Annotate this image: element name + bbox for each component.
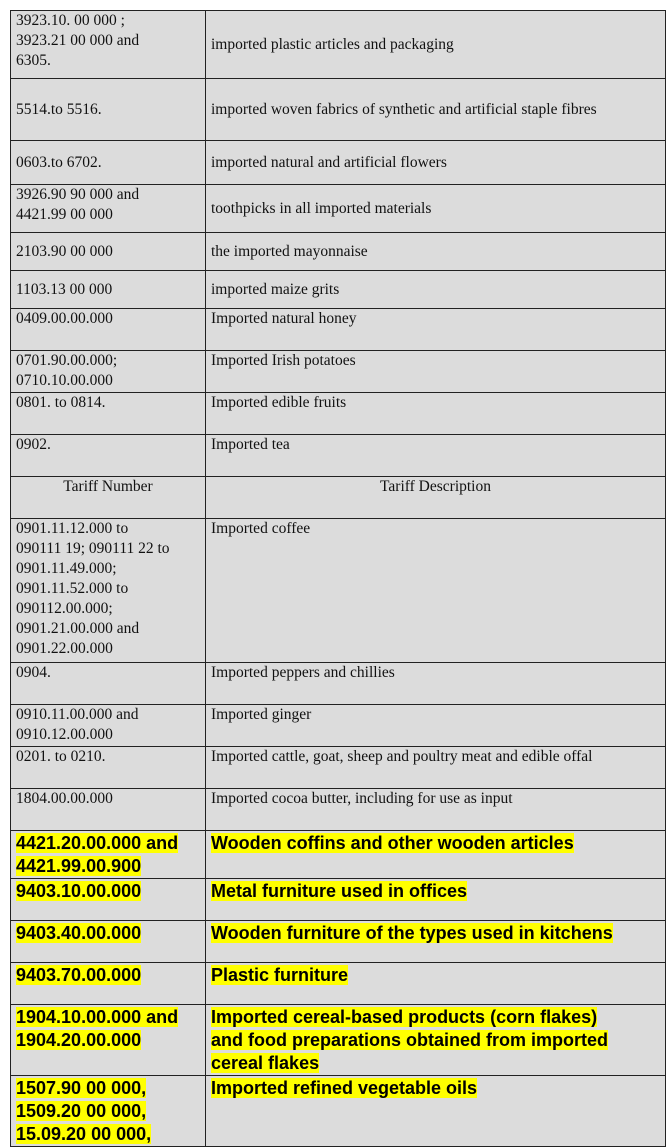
- tariff-description-cell: [206, 393, 666, 435]
- tariff-number: 1103.13 00 000: [16, 280, 113, 298]
- tariff-description-cell: [206, 963, 666, 1005]
- tariff-number: 0603.to 6702.: [16, 153, 102, 171]
- table-row: [11, 141, 666, 185]
- tariff-number: 9403.70.00.000: [16, 965, 142, 985]
- tariff-description-cell: [206, 271, 666, 309]
- tariff-description: imported natural and artificial flowers: [211, 153, 447, 171]
- tariff-number-cell: [11, 79, 206, 141]
- tariff-number-cell: [11, 351, 206, 393]
- tariff-number: 0910.11.00.000 and 0910.12.00.000: [16, 706, 139, 743]
- tariff-description: toothpicks in all imported materials: [211, 199, 432, 217]
- tariff-description-cell: [206, 351, 666, 393]
- tariff-description-cell: [206, 519, 666, 663]
- tariff-number-cell: [11, 185, 206, 233]
- tariff-description: imported plastic articles and packaging: [211, 35, 454, 53]
- tariff-number-cell: [11, 519, 206, 663]
- tariff-number-cell: [11, 141, 206, 185]
- tariff-description-cell: [206, 921, 666, 963]
- tariff-number: 5514.to 5516.: [16, 100, 102, 118]
- tariff-description: Imported ginger: [211, 706, 312, 723]
- tariff-number-cell: [11, 1076, 206, 1147]
- tariff-number: 0901.11.12.000 to 090111 19; 090111 22 to 0901.11.49.000; 0901.11.52.000 to 090112.00.000; 0901.21.00.000 and 0901.22.00.000: [16, 520, 170, 657]
- tariff-number-cell: [11, 879, 206, 921]
- tariff-number: 0801. to 0814.: [16, 394, 106, 411]
- table-row: [11, 233, 666, 271]
- column-header-label: Tariff Description: [380, 478, 491, 495]
- tariff-description-cell: [206, 141, 666, 185]
- tariff-number-cell: [11, 789, 206, 831]
- tariff-description: Imported coffee: [211, 520, 311, 537]
- table-row: [11, 435, 666, 477]
- tariff-description-cell: [206, 309, 666, 351]
- tariff-description: Imported cattle, goat, sheep and poultry meat and edible offal: [211, 748, 593, 765]
- tariff-description: Imported natural honey: [211, 310, 357, 327]
- tariff-number-cell: [11, 831, 206, 879]
- column-header-tariff-number: [11, 477, 206, 519]
- tariff-number: 3926.90 90 000 and 4421.99 00 000: [16, 186, 140, 223]
- tariff-number-cell: [11, 663, 206, 705]
- tariff-number: 0902.: [16, 436, 51, 453]
- table-row: [11, 351, 666, 393]
- table-row: [11, 11, 666, 79]
- tariff-number-cell: [11, 963, 206, 1005]
- tariff-description-cell: [206, 79, 666, 141]
- tariff-number: 0701.90.00.000; 0710.10.00.000: [16, 352, 118, 389]
- tariff-description: Imported cocoa butter, including for use as input: [211, 790, 513, 807]
- tariff-number-cell: [11, 271, 206, 309]
- table-row: [11, 79, 666, 141]
- tariff-description: Imported edible fruits: [211, 394, 347, 411]
- tariff-number: 0904.: [16, 664, 51, 681]
- tariff-description: Imported peppers and chillies: [211, 664, 395, 681]
- tariff-number-cell: [11, 309, 206, 351]
- tariff-description-cell: [206, 185, 666, 233]
- tariff-number: 9403.40.00.000: [16, 923, 142, 943]
- tariff-description-cell: [206, 831, 666, 879]
- tariff-number: 0409.00.00.000: [16, 310, 113, 327]
- table-row: [11, 789, 666, 831]
- tariff-table: [10, 10, 666, 1147]
- table-row: [11, 663, 666, 705]
- table-row-highlighted: [11, 921, 666, 963]
- tariff-number-cell: [11, 435, 206, 477]
- tariff-number: 1804.00.00.000: [16, 790, 113, 807]
- tariff-description: Wooden furniture of the types used in kitchens: [211, 923, 613, 943]
- tariff-description-cell: [206, 789, 666, 831]
- table-header-row: [11, 477, 666, 519]
- table-row-highlighted: [11, 1076, 666, 1147]
- tariff-number: 1904.10.00.000 and 1904.20.00.000: [16, 1007, 179, 1050]
- tariff-number: 0201. to 0210.: [16, 748, 106, 765]
- table-row-highlighted: [11, 963, 666, 1005]
- tariff-description-cell: [206, 879, 666, 921]
- tariff-description: Wooden coffins and other wooden articles: [211, 833, 574, 853]
- tariff-number: 3923.10. 00 000 ; 3923.21 00 000 and 6305.: [16, 12, 140, 69]
- column-header-label: Tariff Number: [63, 478, 153, 495]
- tariff-description-cell: [206, 1076, 666, 1147]
- table-row-highlighted: [11, 879, 666, 921]
- table-row-highlighted: [11, 831, 666, 879]
- tariff-description: Plastic furniture: [211, 965, 349, 985]
- tariff-description: imported woven fabrics of synthetic and artificial staple fibres: [211, 100, 597, 118]
- tariff-number-cell: [11, 1005, 206, 1076]
- table-row: [11, 271, 666, 309]
- tariff-number-cell: [11, 921, 206, 963]
- tariff-description-cell: [206, 747, 666, 789]
- tariff-description-cell: [206, 1005, 666, 1076]
- tariff-description-cell: [206, 705, 666, 747]
- table-row: [11, 705, 666, 747]
- tariff-description: Imported refined vegetable oils: [211, 1078, 478, 1098]
- tariff-description: imported maize grits: [211, 280, 340, 298]
- tariff-description: Imported Irish potatoes: [211, 352, 356, 369]
- table-row-highlighted: [11, 1005, 666, 1076]
- table-row: [11, 393, 666, 435]
- table-row: [11, 185, 666, 233]
- tariff-description-cell: [206, 435, 666, 477]
- tariff-number: 2103.90 00 000: [16, 242, 113, 260]
- tariff-number-cell: [11, 233, 206, 271]
- column-header-tariff-description: [206, 477, 666, 519]
- tariff-description-cell: [206, 233, 666, 271]
- table-row: [11, 747, 666, 789]
- tariff-number-cell: [11, 747, 206, 789]
- tariff-number: 9403.10.00.000: [16, 881, 142, 901]
- tariff-description: Imported cereal-based products (corn flakes) and food preparations obtained from imported cereal flakes: [211, 1007, 609, 1073]
- tariff-description: the imported mayonnaise: [211, 242, 368, 260]
- tariff-description-cell: [206, 663, 666, 705]
- tariff-number-cell: [11, 393, 206, 435]
- table-row: [11, 519, 666, 663]
- tariff-number: 4421.20.00.000 and 4421.99.00.900: [16, 833, 179, 876]
- tariff-description: Imported tea: [211, 436, 290, 453]
- table-row: [11, 309, 666, 351]
- tariff-description-cell: [206, 11, 666, 79]
- tariff-number-cell: [11, 11, 206, 79]
- tariff-number-cell: [11, 705, 206, 747]
- tariff-description: Metal furniture used in offices: [211, 881, 468, 901]
- tariff-number: 1507.90 00 000, 1509.20 00 000, 15.09.20 00 000,: [16, 1078, 152, 1144]
